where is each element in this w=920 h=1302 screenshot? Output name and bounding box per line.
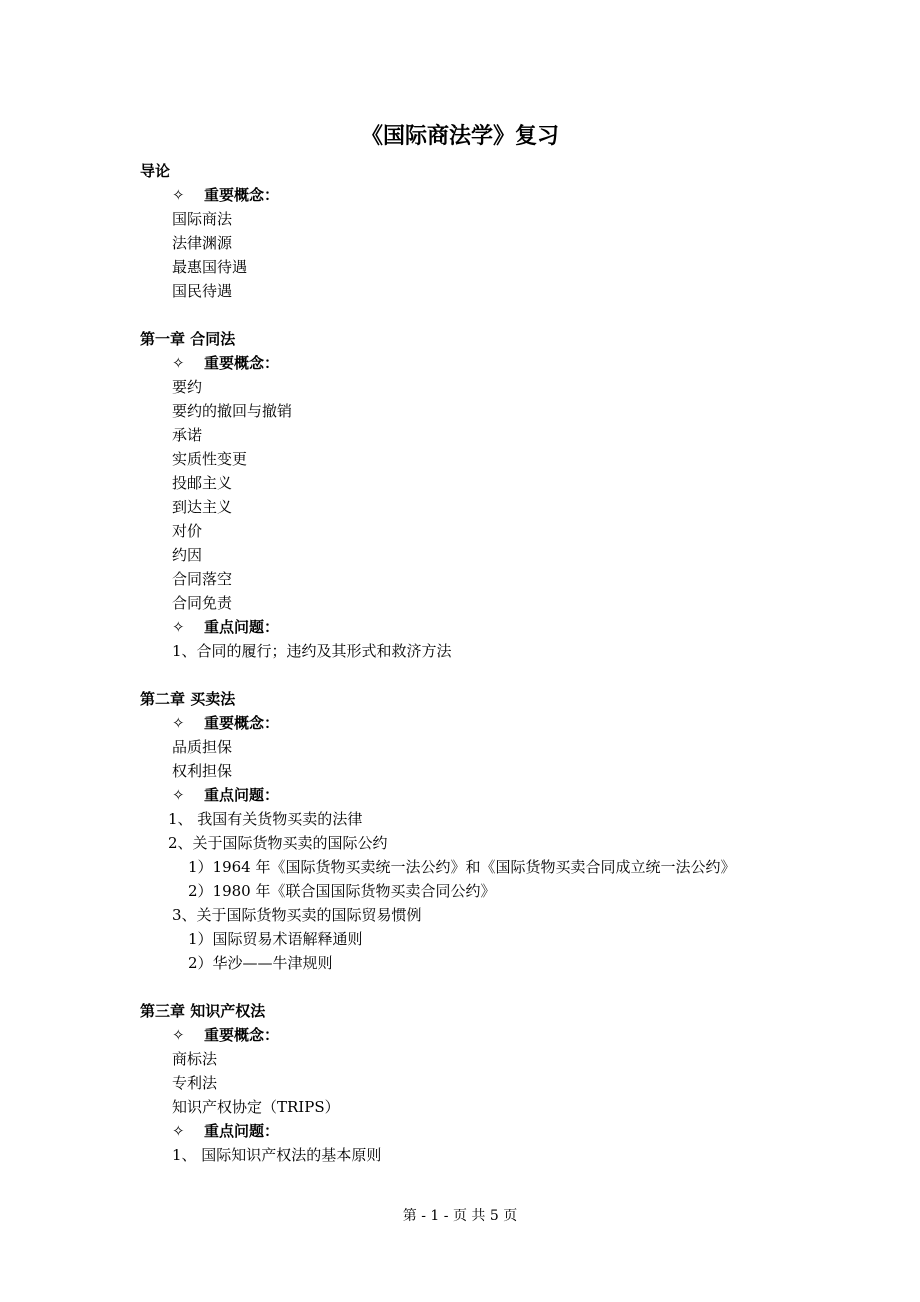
- issue-subitem: 2）1980 年《联合国国际货物买卖合同公约》: [188, 882, 496, 900]
- concept-item: 约因: [172, 546, 203, 564]
- spacer: [140, 663, 840, 687]
- subheading-label: 重点问题：: [204, 618, 280, 636]
- page-footer: 第 - 1 - 页 共 5 页: [402, 1208, 518, 1224]
- subheading-label: 重要概念：: [204, 186, 280, 204]
- concept-item: 权利担保: [172, 762, 233, 780]
- concept-item: 合同免责: [172, 594, 233, 612]
- issue-subitem: 2）华沙——牛津规则: [188, 954, 333, 972]
- document-body: [140, 159, 840, 1167]
- chapter-heading-1: 第一章 合同法: [140, 330, 236, 348]
- concept-item: 实质性变更: [172, 450, 248, 468]
- diamond-bullet-icon: ✧: [172, 1026, 185, 1044]
- subheading-label: 重要概念：: [204, 714, 280, 732]
- concept-item: 到达主义: [172, 498, 233, 516]
- subheading-key-issues: [140, 615, 840, 639]
- subheading-key-issues: [140, 783, 840, 807]
- diamond-bullet-icon: ✧: [172, 714, 185, 732]
- chapter-heading-3: 第三章 知识产权法: [140, 1002, 266, 1020]
- concept-item: 承诺: [172, 426, 203, 444]
- issue-item: 3、关于国际货物买卖的国际贸易惯例: [172, 906, 422, 924]
- chapter-heading-2: 第二章 买卖法: [140, 690, 236, 708]
- subheading-key-concepts: [140, 1023, 840, 1047]
- concept-item: 国民待遇: [172, 282, 233, 300]
- spacer: [140, 975, 840, 999]
- diamond-bullet-icon: ✧: [172, 786, 185, 804]
- concept-item: 知识产权协定（TRIPS）: [172, 1098, 340, 1116]
- subheading-label: 重点问题：: [204, 1122, 280, 1140]
- issue-item: 2、关于国际货物买卖的国际公约: [168, 834, 388, 852]
- concept-item: 专利法: [172, 1074, 218, 1092]
- concept-item: 法律渊源: [172, 234, 233, 252]
- concept-item: 最惠国待遇: [172, 258, 248, 276]
- diamond-bullet-icon: ✧: [172, 354, 185, 372]
- diamond-bullet-icon: ✧: [172, 618, 185, 636]
- concept-item: 合同落空: [172, 570, 233, 588]
- subheading-key-issues: [140, 1119, 840, 1143]
- section-heading-intro: 导论: [140, 162, 171, 180]
- subheading-label: 重要概念：: [204, 354, 280, 372]
- concept-item: 品质担保: [172, 738, 233, 756]
- diamond-bullet-icon: ✧: [172, 1122, 185, 1140]
- issue-subitem: 1）1964 年《国际货物买卖统一法公约》和《国际货物买卖合同成立统一法公约》: [188, 858, 736, 876]
- issue-item: 1、 国际知识产权法的基本原则: [172, 1146, 382, 1164]
- subheading-key-concepts: [140, 351, 840, 375]
- concept-item: 要约: [172, 378, 203, 396]
- page-title: 《国际商法学》复习: [360, 123, 559, 149]
- concept-item: 国际商法: [172, 210, 233, 228]
- concept-item: 要约的撤回与撤销: [172, 402, 293, 420]
- spacer: [140, 303, 840, 327]
- concept-item: 投邮主义: [172, 474, 233, 492]
- concept-item: 对价: [172, 522, 203, 540]
- subheading-key-concepts: [140, 711, 840, 735]
- issue-subitem: 1）国际贸易术语解释通则: [188, 930, 363, 948]
- subheading-label: 重要概念：: [204, 1026, 280, 1044]
- subheading-label: 重点问题：: [204, 786, 280, 804]
- issue-item: 1、 我国有关货物买卖的法律: [168, 810, 363, 828]
- issue-item: 1、合同的履行；违约及其形式和救济方法: [172, 642, 452, 660]
- subheading-key-concepts: [140, 183, 840, 207]
- concept-item: 商标法: [172, 1050, 218, 1068]
- diamond-bullet-icon: ✧: [172, 186, 185, 204]
